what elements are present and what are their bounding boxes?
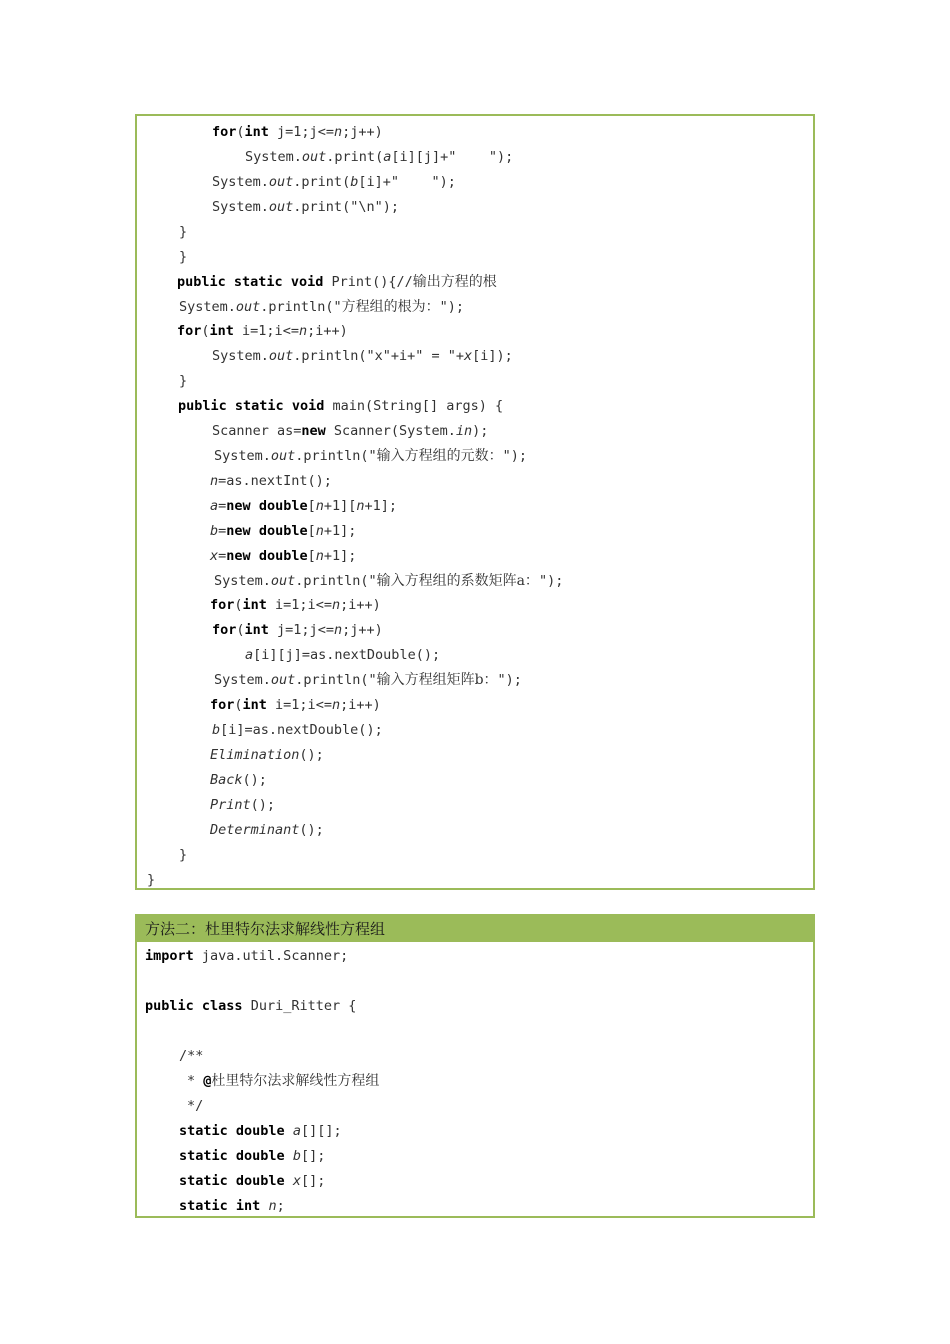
code-line xyxy=(177,273,497,291)
code-token: n xyxy=(333,124,343,140)
code-token xyxy=(226,274,234,290)
code-token: 输入方程组的元数： xyxy=(376,448,503,464)
code-token: n xyxy=(331,597,341,613)
code-token: static xyxy=(233,274,283,290)
code-token: .println(" xyxy=(295,672,377,688)
code-token: [i][j]=as.nextDouble(); xyxy=(253,647,441,663)
section-title: 方法二：杜里特尔法求解线性方程组 xyxy=(137,916,813,942)
code-token: ;i++) xyxy=(340,697,381,713)
code-token: ); xyxy=(472,423,489,439)
code-token xyxy=(228,1198,236,1214)
code-token: n xyxy=(298,323,308,339)
code-token: out xyxy=(268,174,294,190)
code-line xyxy=(245,148,513,166)
code-token: out xyxy=(301,149,327,165)
code-token xyxy=(228,1173,236,1189)
code-token: for xyxy=(210,597,235,613)
code-token: int xyxy=(242,697,267,713)
code-token: [i]+" "); xyxy=(358,174,456,190)
code-line xyxy=(212,422,488,440)
code-token: (); xyxy=(299,822,324,838)
code-token: Print xyxy=(210,797,251,813)
code-line xyxy=(212,347,513,365)
code-token: System. xyxy=(212,174,269,190)
code-token: } xyxy=(179,847,188,863)
code-token: .println(" xyxy=(260,299,342,315)
code-line xyxy=(210,547,356,565)
code-token: new xyxy=(226,498,251,514)
code-token xyxy=(285,1148,293,1164)
code-token: * xyxy=(187,1073,204,1089)
code-token: [ xyxy=(307,498,316,514)
code-token: public xyxy=(178,398,227,414)
code-token: static xyxy=(179,1123,228,1139)
code-line xyxy=(187,1097,203,1115)
code-line xyxy=(179,1122,342,1140)
code-token: ( xyxy=(234,597,243,613)
code-token: n xyxy=(268,1198,277,1214)
code-token: int xyxy=(209,323,234,339)
code-line xyxy=(210,522,356,540)
code-token: a xyxy=(292,1123,301,1139)
code-token: a xyxy=(210,498,219,514)
code-token: static xyxy=(179,1173,228,1189)
code-token: ;i++) xyxy=(307,323,348,339)
code-line xyxy=(214,572,563,590)
code-token: out xyxy=(268,348,294,364)
code-token: public xyxy=(177,274,226,290)
code-token: double xyxy=(258,548,308,564)
code-token: void xyxy=(290,274,324,290)
code-line xyxy=(177,322,348,340)
code-token: System. xyxy=(179,299,236,315)
code-line xyxy=(210,821,324,839)
code-token: n xyxy=(315,498,324,514)
code-token: "); xyxy=(497,672,522,688)
code-token xyxy=(283,274,291,290)
code-block-1 xyxy=(135,114,815,890)
code-token: int xyxy=(244,622,269,638)
code-token: [ xyxy=(307,548,316,564)
code-token: int xyxy=(242,597,267,613)
code-token xyxy=(228,1123,236,1139)
code-token: = xyxy=(218,548,227,564)
code-block-2 xyxy=(135,914,815,1218)
code-line xyxy=(179,1047,203,1065)
code-token: ;j++) xyxy=(342,622,383,638)
code-token: (); xyxy=(299,747,324,763)
code-token: for xyxy=(212,622,237,638)
code-token: System. xyxy=(214,672,271,688)
code-token: @ xyxy=(203,1073,212,1089)
code-token: } xyxy=(147,872,156,888)
code-token: = xyxy=(218,523,227,539)
code-token: new xyxy=(226,548,251,564)
code-token: .println(" xyxy=(295,573,377,589)
code-token: static xyxy=(234,398,284,414)
code-token: double xyxy=(258,523,308,539)
code-line xyxy=(145,997,356,1015)
code-token: Determinant xyxy=(210,822,300,838)
code-token: (); xyxy=(250,797,276,813)
code-line xyxy=(147,871,155,889)
code-line xyxy=(210,596,381,614)
code-token: ( xyxy=(236,622,245,638)
code-token: j=1;j<= xyxy=(268,124,334,140)
code-token: Scanner as= xyxy=(212,423,302,439)
code-token: ( xyxy=(236,124,245,140)
code-token: } xyxy=(179,249,188,265)
code-token: .print("\n"); xyxy=(293,199,399,215)
code-token: [i]=as.nextDouble(); xyxy=(220,722,383,738)
code-line xyxy=(212,173,456,191)
code-token: j=1;j<= xyxy=(268,622,334,638)
code-line xyxy=(212,721,383,739)
code-token: x xyxy=(292,1173,301,1189)
code-token: +1][ xyxy=(323,498,357,514)
code-line xyxy=(179,248,187,266)
code-token: x xyxy=(210,548,219,564)
code-token: } xyxy=(179,224,188,240)
code-token: b xyxy=(350,174,359,190)
code-line xyxy=(210,771,267,789)
code-token: "); xyxy=(439,299,464,315)
code-token: double xyxy=(235,1173,285,1189)
code-token: i=1;i<= xyxy=(266,597,332,613)
code-token: +1]; xyxy=(364,498,398,514)
code-token: /** xyxy=(179,1048,204,1064)
code-token xyxy=(285,1173,293,1189)
code-line xyxy=(179,846,187,864)
code-line xyxy=(210,497,397,515)
code-token: out xyxy=(235,299,261,315)
code-token: n xyxy=(210,473,219,489)
code-line xyxy=(179,1197,285,1215)
code-line xyxy=(212,621,383,639)
code-line xyxy=(212,198,399,216)
code-token: +1]; xyxy=(323,548,357,564)
code-token: java.util.Scanner; xyxy=(193,948,349,964)
code-token xyxy=(194,998,202,1014)
code-token: ;j++) xyxy=(342,124,383,140)
code-token: main(String[] args) { xyxy=(324,398,504,414)
code-token: ( xyxy=(201,323,210,339)
code-token: n xyxy=(315,548,324,564)
code-token: System. xyxy=(214,448,271,464)
code-token: 输入方程组的系数矩阵a： xyxy=(376,573,539,589)
code-line xyxy=(145,947,348,965)
code-token: int xyxy=(235,1198,261,1214)
code-token: Print(){// xyxy=(323,274,413,290)
code-token: double xyxy=(258,498,308,514)
code-token: (); xyxy=(242,772,267,788)
code-line xyxy=(210,796,275,814)
code-token: static xyxy=(179,1198,228,1214)
code-token: 方程组的根为： xyxy=(341,299,440,315)
code-token: i=1;i<= xyxy=(233,323,299,339)
code-token: Duri_Ritter { xyxy=(242,998,357,1014)
code-token: out xyxy=(270,672,296,688)
code-token: n xyxy=(356,498,365,514)
code-line xyxy=(179,223,187,241)
code-token: ;i++) xyxy=(340,597,381,613)
code-line xyxy=(214,447,527,465)
code-line xyxy=(210,472,332,490)
code-token: .println(" xyxy=(295,448,377,464)
code-line xyxy=(212,123,383,141)
code-token xyxy=(284,398,292,414)
code-token: b xyxy=(292,1148,301,1164)
code-token: n xyxy=(333,622,343,638)
code-token: static xyxy=(179,1148,228,1164)
code-token: } xyxy=(179,373,188,389)
code-token: x xyxy=(463,348,473,364)
code-token xyxy=(285,1123,293,1139)
code-token: i=1;i<= xyxy=(266,697,332,713)
code-token: out xyxy=(268,199,294,215)
code-token: =as.nextInt(); xyxy=(218,473,332,489)
code-token: [ xyxy=(307,523,316,539)
code-token: for xyxy=(210,697,235,713)
code-token: void xyxy=(291,398,325,414)
code-line xyxy=(179,1147,325,1165)
code-line xyxy=(179,298,464,316)
code-token: n xyxy=(331,697,341,713)
code-token: */ xyxy=(187,1098,204,1114)
code-token: ( xyxy=(234,697,243,713)
code-token: []; xyxy=(300,1173,326,1189)
code-token: class xyxy=(201,998,243,1014)
code-token: for xyxy=(177,323,202,339)
code-token: double xyxy=(235,1148,285,1164)
code-token: n xyxy=(315,523,324,539)
code-token xyxy=(251,498,259,514)
code-token xyxy=(228,1148,236,1164)
code-token: Back xyxy=(210,772,243,788)
code-token: "); xyxy=(538,573,564,589)
code-token: a xyxy=(245,647,254,663)
code-line xyxy=(214,671,522,689)
code-token xyxy=(251,548,259,564)
code-line xyxy=(179,1172,325,1190)
code-token: 输出方程的根 xyxy=(412,274,497,290)
code-token: ; xyxy=(276,1198,285,1214)
code-token: int xyxy=(244,124,269,140)
code-token: [i][j]+" "); xyxy=(391,149,514,165)
code-token: out xyxy=(270,448,296,464)
code-token: Scanner(System. xyxy=(325,423,456,439)
code-token: System. xyxy=(212,348,269,364)
code-token xyxy=(227,398,235,414)
code-token: public xyxy=(145,998,194,1014)
code-token: [i]); xyxy=(472,348,513,364)
code-token: out xyxy=(270,573,296,589)
code-token: new xyxy=(301,423,326,439)
code-token: Elimination xyxy=(210,747,300,763)
code-token: System. xyxy=(245,149,302,165)
code-token: b xyxy=(212,722,221,738)
code-token: 输入方程组矩阵b： xyxy=(376,672,498,688)
code-token: new xyxy=(226,523,251,539)
code-token: "); xyxy=(502,448,527,464)
code-token: for xyxy=(212,124,237,140)
code-token: .print( xyxy=(293,174,351,190)
code-token xyxy=(251,523,259,539)
code-token: import xyxy=(145,948,194,964)
code-token: double xyxy=(235,1123,285,1139)
code-token: = xyxy=(218,498,227,514)
code-token: .print( xyxy=(326,149,384,165)
code-token: in xyxy=(455,423,473,439)
code-line xyxy=(178,397,503,415)
code-token: [][]; xyxy=(300,1123,342,1139)
code-token: System. xyxy=(212,199,269,215)
code-line xyxy=(245,646,440,664)
code-line xyxy=(187,1072,379,1090)
code-token: System. xyxy=(214,573,271,589)
code-token: a xyxy=(383,149,392,165)
code-token: 杜里特尔法求解线性方程组 xyxy=(211,1073,380,1089)
code-line xyxy=(179,372,187,390)
code-token: []; xyxy=(300,1148,326,1164)
code-token: b xyxy=(210,523,219,539)
code-line xyxy=(210,696,381,714)
code-line xyxy=(210,746,324,764)
code-token: .println("x"+i+" = "+ xyxy=(293,348,464,364)
code-token: +1]; xyxy=(323,523,357,539)
